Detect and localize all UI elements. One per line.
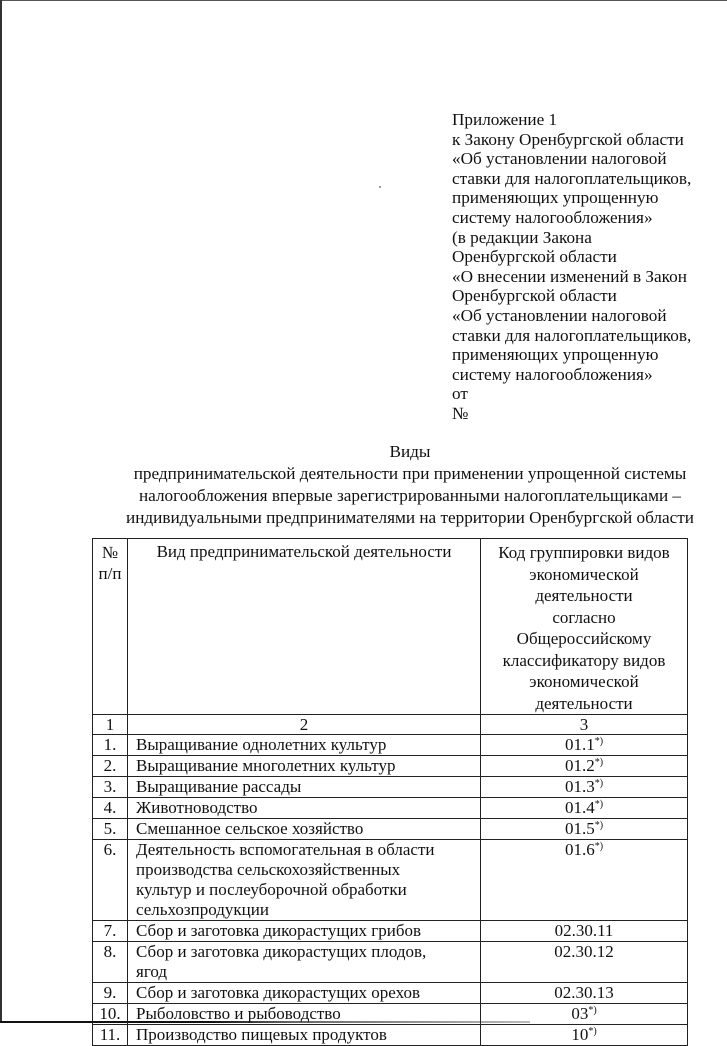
- appendix-line: Приложение 1: [452, 110, 558, 129]
- title-line: индивидуальными предпринимателями на территории Оренбургской области: [126, 508, 694, 527]
- page-edge-left: [0, 0, 2, 1023]
- appendix-line: применяющих упрощенную: [452, 345, 659, 365]
- scan-speck: [379, 186, 381, 188]
- appendix-line: Оренбургской области: [452, 247, 617, 267]
- title-line: налогообложения впервые зарегистрированными налогоплательщиками –: [138, 486, 682, 505]
- appendix-line: «Об установлении налоговой: [452, 149, 667, 169]
- column-index-row: 1 2 3: [93, 715, 688, 735]
- title-line: Виды: [389, 442, 431, 461]
- table-row: 3. Выращивание рассады 01.3*): [93, 777, 688, 798]
- table-row: 4. Животноводство 01.4*): [93, 798, 688, 819]
- appendix-line: ставки для налогоплательщиков,: [452, 325, 692, 345]
- table-header-row: [93, 539, 688, 715]
- appendix-line: «О внесении изменений в Закон: [452, 266, 687, 286]
- appendix-header: [452, 110, 691, 424]
- appendix-line: «Об установлении налоговой: [452, 305, 667, 325]
- title-line: предпринимательской деятельности при применении упрощенной системы: [133, 464, 687, 483]
- appendix-line: №: [452, 403, 469, 423]
- table-row: 8. Сбор и заготовка дикорастущих плодов, ягод 02.30.12: [93, 942, 688, 983]
- header-activity: Вид предпринимательской деятельности: [128, 539, 481, 715]
- table-row: 10. Рыболовство и рыбоводство 03*): [93, 1004, 688, 1025]
- table-row: 7. Сбор и заготовка дикорастущих грибов 02.30.11: [93, 921, 688, 942]
- page-edge-top: [0, 0, 727, 1]
- appendix-line: Оренбургской области: [452, 286, 617, 306]
- header-code: Код группировки видов экономической деятельности согласно Общероссийскому классификатору видов экономической деятельности: [481, 539, 688, 715]
- appendix-line: систему налогообложения»: [452, 207, 653, 227]
- appendix-line: (в редакции Закона: [452, 227, 592, 247]
- table-row: 6. Деятельность вспомогательная в области производства сельскохозяйственных культур и послеуборочной обработки сельхозпродукции 01.6*): [93, 840, 688, 921]
- appendix-line: применяющих упрощенную: [452, 188, 659, 208]
- appendix-line: от: [452, 384, 468, 404]
- appendix-line: систему налогообложения»: [452, 364, 653, 384]
- table-row: 9. Сбор и заготовка дикорастущих орехов 02.30.13: [93, 983, 688, 1004]
- document-title: [100, 441, 720, 529]
- table-row: 5. Смешанное сельское хозяйство 01.5*): [93, 819, 688, 840]
- header-num: № п/п: [93, 539, 128, 715]
- table-row: 11. Производство пищевых продуктов 10*): [93, 1025, 688, 1046]
- activities-table: [92, 538, 688, 1046]
- table-row: 2. Выращивание многолетних культур 01.2*): [93, 756, 688, 777]
- appendix-line: к Закону Оренбургской области: [452, 129, 684, 149]
- appendix-line: ставки для налогоплательщиков,: [452, 168, 692, 188]
- table-row: 1. Выращивание однолетних культур 01.1*): [93, 735, 688, 756]
